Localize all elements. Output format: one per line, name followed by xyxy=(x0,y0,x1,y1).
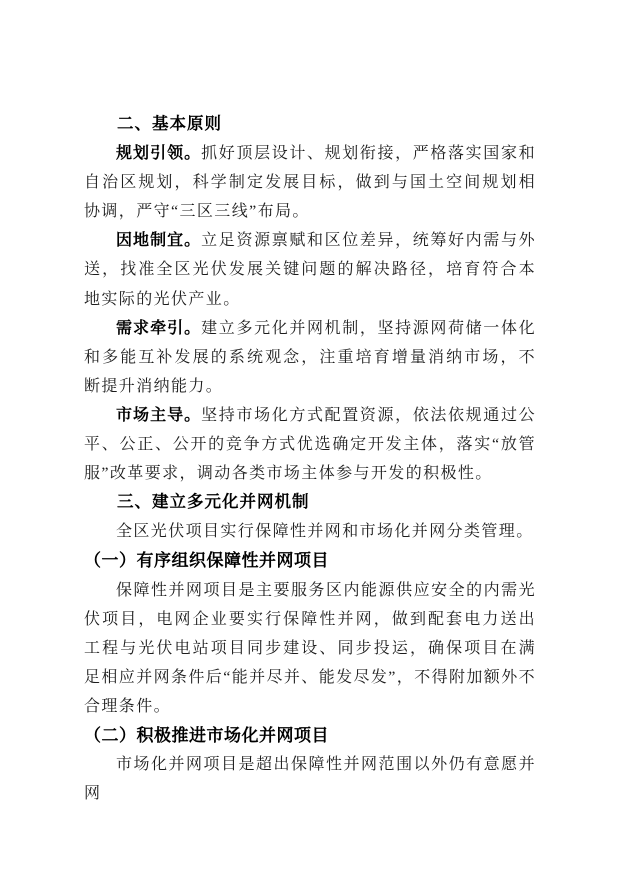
paragraph-lead-demand-driven: 需求牵引。 xyxy=(116,319,202,337)
paragraph-lead-local-conditions: 因地制宜。 xyxy=(116,232,202,250)
subsection-heading-guaranteed-grid-projects: （一）有序组织保障性并网项目 xyxy=(84,551,329,571)
paragraph-market-led xyxy=(84,401,536,488)
paragraph-market-grid-projects-truncated: 市场化并网项目是超出保障性并网范围以外仍有意愿并网 xyxy=(84,756,536,803)
section-heading-grid-connection-mechanism: 三、建立多元化并网机制 xyxy=(117,493,310,512)
paragraph-text-market-led: 坚持市场化方式配置资源，依法依规通过公平、公正、公开的竞争方式优选确定开发主体，落实“放管服”改革要求，调动各类市场主体参与开发的积极性。 xyxy=(84,406,536,483)
paragraph-planning-guidance xyxy=(84,139,536,226)
paragraph-classification-management: 全区光伏项目实行保障性并网和市场化并网分类管理。 xyxy=(116,523,534,541)
paragraph-lead-market-led: 市场主导。 xyxy=(116,406,202,424)
paragraph-lead-planning-guidance: 规划引领。 xyxy=(116,145,202,163)
paragraph-text-local-conditions: 立足资源禀赋和区位差异，统筹好内需与外送，找准全区光伏发展关键问题的解决路径，培育符合本地实际的光伏产业。 xyxy=(84,232,536,308)
subsection-heading-market-grid-projects: （二）积极推进市场化并网项目 xyxy=(84,725,329,745)
paragraph-demand-driven xyxy=(84,314,536,401)
section-heading-basic-principles: 二、基本原则 xyxy=(117,115,222,133)
paragraph-guaranteed-grid-projects: 保障性并网项目是主要服务区内能源供应安全的内需光伏项目，电网企业要实行保障性并网，做到配套电力送出工程与光伏电站项目同步建设、同步投运，确保项目在满足相应并网条件后“能并尽并、能发尽发”，不得附加额外不合理条件。 xyxy=(84,581,537,715)
paragraph-text-demand-driven: 建立多元化并网机制，坚持源网荷储一体化和多能互补发展的系统观念，注重培育增量消纳市场，不断提升消纳能力。 xyxy=(84,319,536,395)
paragraph-local-conditions xyxy=(84,226,536,313)
paragraph-text-planning-guidance: 抓好顶层设计、规划衔接，严格落实国家和自治区规划，科学制定发展目标，做到与国土空间规划相协调，严守“三区三线”布局。 xyxy=(84,145,536,221)
